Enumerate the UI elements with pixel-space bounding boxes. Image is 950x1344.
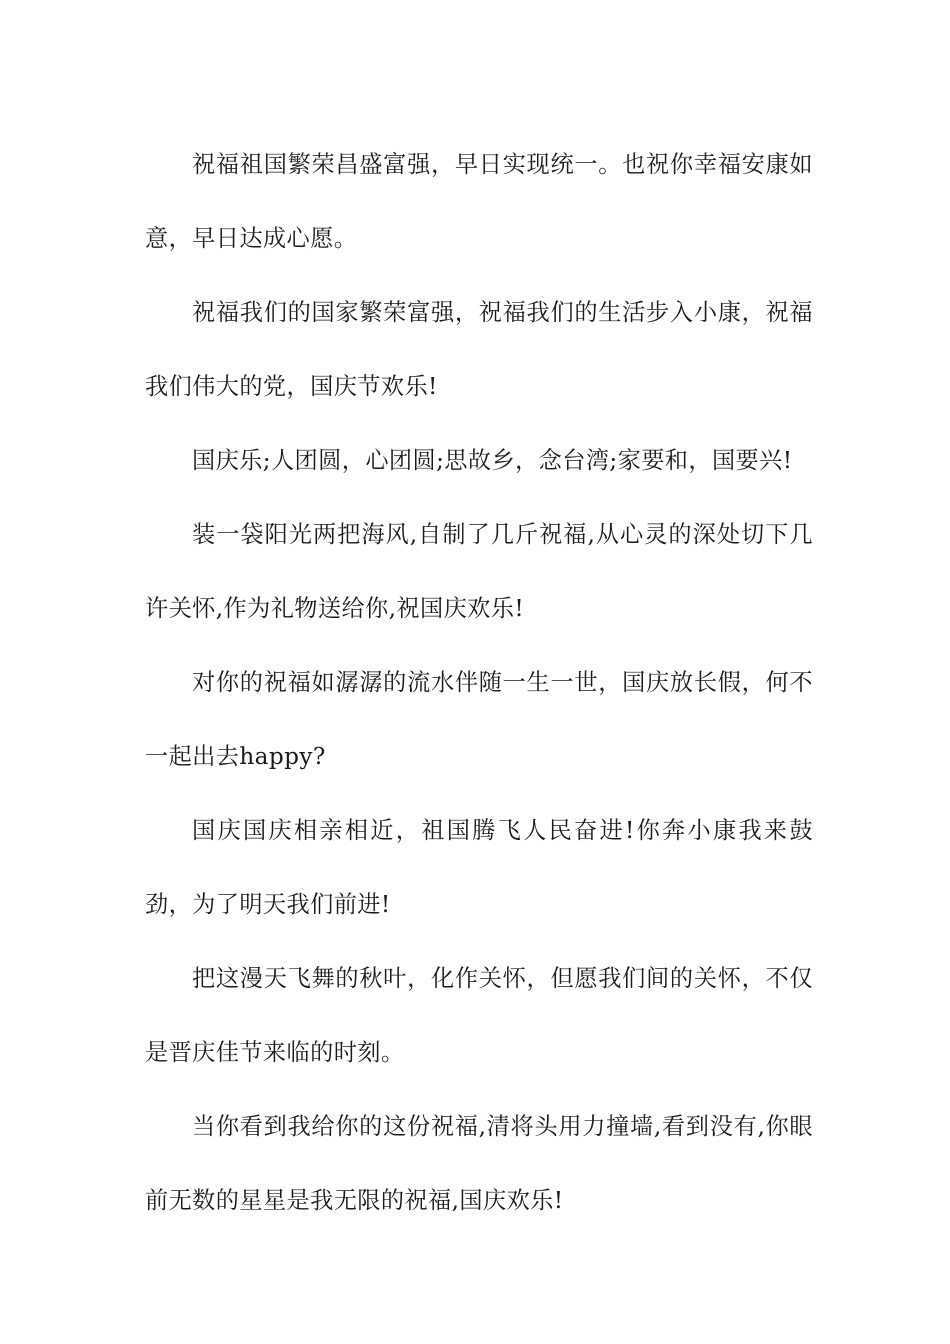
- paragraph-2: 祝福我们的国家繁荣富强，祝福我们的生活步入小康，祝福我们伟大的党，国庆节欢乐!: [145, 299, 813, 400]
- paragraph-8: 当你看到我给你的这份祝福,清将头用力撞墙,看到没有,你眼前无数的星星是我无限的祝福,国庆欢乐!: [145, 1113, 813, 1214]
- paragraph-4: 装一袋阳光两把海风,自制了几斤祝福,从心灵的深处切下几许关怀,作为礼物送给你,祝国庆欢乐!: [145, 521, 813, 622]
- paragraph-1: 祝福祖国繁荣昌盛富强，早日实现统一。也祝你幸福安康如意，早日达成心愿。: [145, 151, 813, 252]
- paragraph-3: 国庆乐;人团圆，心团圆;思故乡，念台湾;家要和，国要兴!: [192, 447, 793, 474]
- paragraph-7: 把这漫天飞舞的秋叶，化作关怀，但愿我们间的关怀，不仅是晋庆佳节来临的时刻。: [145, 965, 813, 1066]
- document-body: [145, 128, 813, 1238]
- paragraph-6: 国庆国庆相亲相近，祖国腾飞人民奋进!你奔小康我来鼓劲，为了明天我们前进!: [145, 817, 813, 918]
- paragraph-5: 对你的祝福如潺潺的流水伴随一生一世，国庆放长假，何不一起出去happy?: [145, 669, 813, 770]
